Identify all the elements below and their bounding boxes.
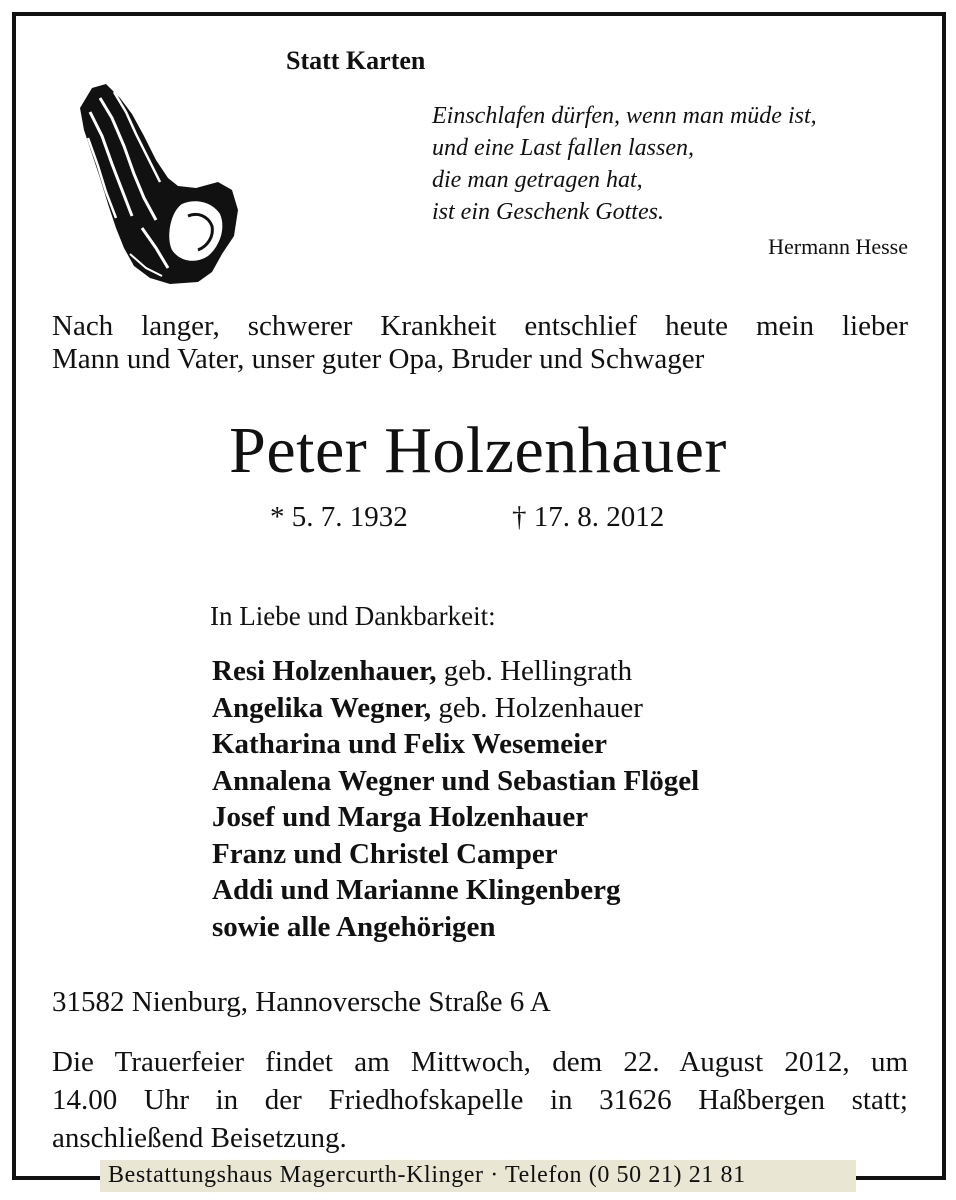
praying-hands-icon (72, 78, 242, 288)
mourner-name: Josef und Marga Holzenhauer (212, 801, 589, 833)
intro-line: Mann und Vater, unser guter Opa, Bruder und Schwager (52, 343, 705, 375)
intro-line: Nach langer, schwerer Krankheit entschlief heute mein lieber (52, 310, 908, 342)
poem-line: und eine Last fallen lassen, (432, 135, 694, 161)
mourner-name: Addi und Marianne Klingenberg (212, 874, 621, 906)
death-date: † 17. 8. 2012 (512, 501, 665, 533)
mourner-row (212, 653, 699, 690)
family-address: 31582 Nienburg, Hannoversche Straße 6 A (52, 986, 551, 1018)
header-label: Statt Karten (286, 46, 426, 75)
mourner-name: Katharina und Felix Wesemeier (212, 728, 607, 760)
funeral-line: 14.00 Uhr in der Friedhofskapelle in 31626 Haßbergen statt; (52, 1084, 908, 1116)
mourner-row (212, 726, 699, 763)
poem-author: Hermann Hesse (768, 234, 908, 259)
mourner-maiden-name: geb. Hellingrath (436, 655, 633, 687)
mourner-row (212, 799, 699, 836)
mourner-name: Franz und Christel Camper (212, 837, 558, 870)
mourners-list (212, 653, 699, 945)
mourner-row (212, 763, 699, 800)
funeral-details (52, 1043, 908, 1157)
poem-quote (432, 100, 817, 228)
funeral-line: anschließend Beisetzung. (52, 1122, 347, 1154)
mourner-name: Resi Holzenhauer, (212, 655, 437, 687)
poem-line: ist ein Geschenk Gottes. (432, 199, 664, 225)
mourner-row (212, 872, 699, 909)
deceased-name: Peter Holzenhauer (229, 414, 727, 487)
poem-line: die man getragen hat, (432, 167, 643, 193)
mourner-row (212, 909, 699, 946)
mourner-name: sowie alle Angehörigen (212, 910, 496, 943)
poem-line: Einschlafen dürfen, wenn man müde ist, (432, 103, 817, 129)
mourner-maiden-name: geb. Holzenhauer (431, 691, 643, 724)
mourner-name: Angelika Wegner, (212, 691, 432, 724)
funeral-home-footer-text: Bestattungshaus Magercurth-Klinger · Telefon (0 50 21) 21 81 (108, 1162, 746, 1188)
birth-date: * 5. 7. 1932 (270, 501, 408, 533)
intro-text (52, 310, 908, 376)
mourner-row (212, 690, 699, 727)
funeral-line: Die Trauerfeier findet am Mittwoch, dem 22. August 2012, um (52, 1046, 908, 1078)
mourner-row (212, 836, 699, 873)
mourner-name: Annalena Wegner und Sebastian Flögel (212, 764, 700, 797)
mourners-heading: In Liebe und Dankbarkeit: (210, 601, 496, 631)
